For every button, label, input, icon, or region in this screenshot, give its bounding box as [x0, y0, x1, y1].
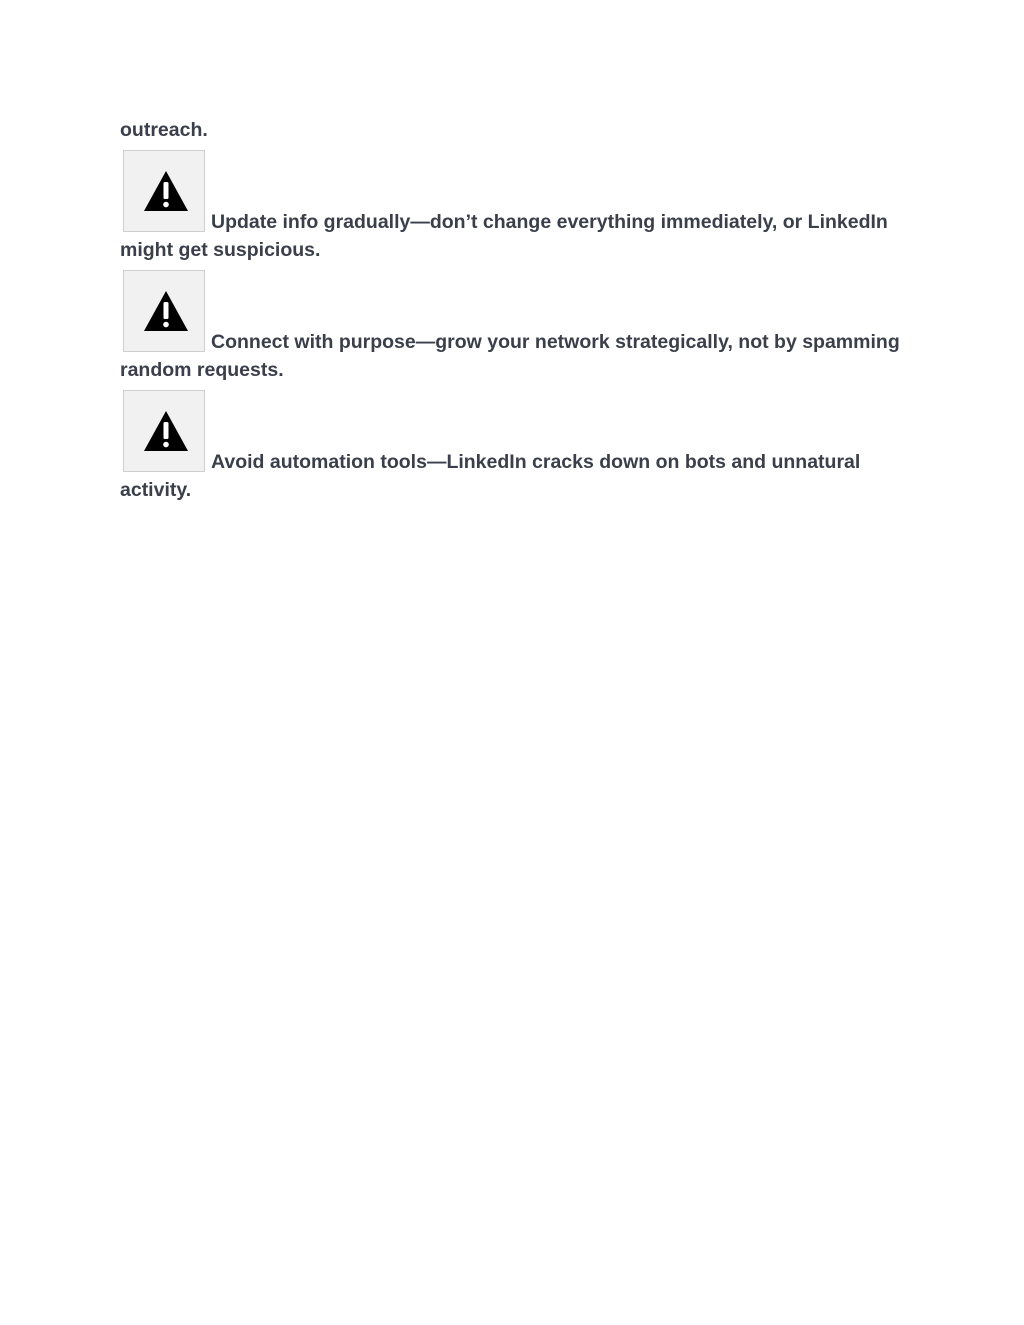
list-item-text: Connect with purpose—grow your network strategically, not by spamming random requests. [120, 331, 900, 381]
warning-icon [123, 150, 205, 232]
list-item [120, 150, 900, 264]
list-item [120, 390, 900, 504]
warning-icon [123, 270, 205, 352]
document-body [120, 116, 900, 504]
list-item-text: Update info gradually—don’t change everything immediately, or LinkedIn might get suspicious. [120, 211, 888, 261]
warning-icon [123, 390, 205, 472]
list-item-text: Avoid automation tools—LinkedIn cracks down on bots and unnatural activity. [120, 451, 861, 501]
list-item [120, 270, 900, 384]
lead-fragment: outreach. [120, 119, 208, 141]
